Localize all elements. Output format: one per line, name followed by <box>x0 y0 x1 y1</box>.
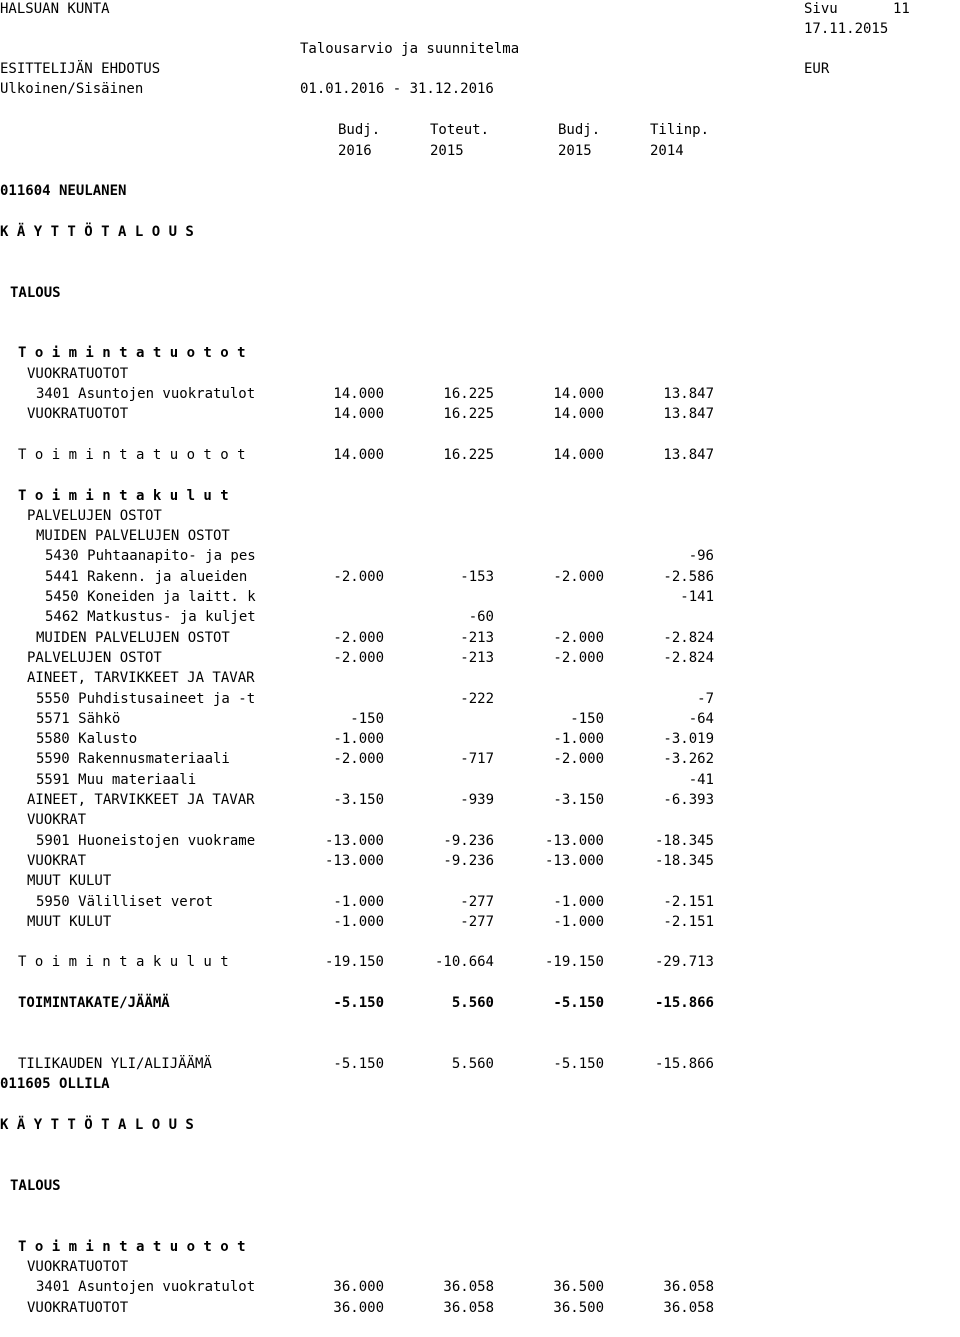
table-row-label: 5580 Kalusto <box>36 731 138 748</box>
period-range: 01.01.2016 - 31.12.2016 <box>300 81 494 97</box>
table-cell-value: -2.000 <box>333 751 384 768</box>
table-cell-value: -150 <box>570 710 604 727</box>
table-row-label: 3401 Asuntojen vuokratulot <box>36 386 256 402</box>
table-cell-value: 16.225 <box>443 406 494 423</box>
table-cell-value: 5.560 <box>451 1055 494 1072</box>
table-cell-value: -2.000 <box>553 751 604 768</box>
section-heading: K Ä Y T T Ö T A L O U S <box>0 1116 194 1133</box>
table-cell-value: 36.058 <box>443 1299 494 1316</box>
group-heading: PALVELUJEN OSTOT <box>27 507 162 524</box>
table-row-label: T o i m i n t a k u l u t <box>18 954 229 971</box>
table-cell-value: -150 <box>350 710 384 727</box>
table-cell-value: -5.150 <box>333 995 384 1011</box>
table-cell-value: 16.225 <box>443 386 494 402</box>
table-cell-value: -6.393 <box>663 792 714 808</box>
table-cell-value: 36.000 <box>333 1279 384 1296</box>
table-cell-value: -2.000 <box>553 629 604 646</box>
table-cell-value: -213 <box>460 649 494 666</box>
column-label: Budj. <box>338 122 381 138</box>
table-cell-value: -2.151 <box>663 893 714 910</box>
table-row-label: MUIDEN PALVELUJEN OSTOT <box>36 629 230 646</box>
table-cell-value: -213 <box>460 629 494 646</box>
table-cell-value: -2.586 <box>663 568 714 585</box>
subsection-heading: TALOUS <box>10 284 61 301</box>
table-row-label: 5591 Muu materiaali <box>36 771 197 788</box>
column-label: Budj. <box>558 122 601 138</box>
table-cell-value: 14.000 <box>333 386 384 402</box>
table-cell-value: 36.058 <box>443 1279 494 1296</box>
table-cell-value: -9.236 <box>443 832 494 849</box>
table-cell-value: -2.000 <box>553 568 604 585</box>
table-cell-value: -2.000 <box>553 649 604 666</box>
report-date: 17.11.2015 <box>804 21 889 37</box>
group-heading: MUIDEN PALVELUJEN OSTOT <box>36 528 230 545</box>
table-cell-value: -153 <box>460 568 494 585</box>
table-cell-value: 36.000 <box>333 1299 384 1316</box>
table-cell-value: -15.866 <box>654 995 714 1011</box>
table-row-label: PALVELUJEN OSTOT <box>27 649 162 666</box>
table-cell-value: -29.713 <box>654 954 714 971</box>
table-row-label: 5590 Rakennusmateriaali <box>36 751 230 768</box>
table-cell-value: 36.058 <box>663 1279 714 1296</box>
table-cell-value: -13.000 <box>324 852 384 869</box>
table-cell-value: -717 <box>460 751 494 768</box>
table-cell-value: 36.500 <box>553 1279 604 1296</box>
table-row-label: 5450 Koneiden ja laitt. k <box>45 589 256 605</box>
column-label: Tilinp. <box>650 122 710 138</box>
table-cell-value: 14.000 <box>333 446 384 463</box>
table-cell-value: 16.225 <box>443 446 494 463</box>
table-cell-value: -939 <box>460 792 494 808</box>
section-heading: K Ä Y T T Ö T A L O U S <box>0 223 194 240</box>
group-heading: T o i m i n t a k u l u t <box>18 487 229 504</box>
table-cell-value: -96 <box>688 548 714 565</box>
table-cell-value: -5.150 <box>553 995 604 1011</box>
table-row-label: AINEET, TARVIKKEET JA TAVAR <box>27 792 255 808</box>
subsection-heading: TALOUS <box>10 1177 61 1194</box>
table-row-label: T o i m i n t a t u o t o t <box>18 446 246 463</box>
table-cell-value: -9.236 <box>443 852 494 869</box>
table-row-label: 5550 Puhdistusaineet ja -t <box>36 690 256 707</box>
table-cell-value: -5.150 <box>333 1055 384 1072</box>
table-cell-value: 13.847 <box>663 386 714 402</box>
table-cell-value: -13.000 <box>544 852 604 869</box>
table-cell-value: 5.560 <box>451 995 494 1011</box>
table-row-label: 5441 Rakenn. ja alueiden <box>45 568 248 585</box>
table-cell-value: 36.500 <box>553 1299 604 1316</box>
currency-label: EUR <box>804 61 830 77</box>
table-cell-value: 14.000 <box>553 446 604 463</box>
column-year: 2016 <box>338 143 372 159</box>
table-cell-value: -222 <box>460 690 494 707</box>
table-row-label: VUOKRAT <box>27 852 87 869</box>
table-cell-value: -2.000 <box>333 568 384 585</box>
table-cell-value: -1.000 <box>553 913 604 930</box>
page-label: Sivu <box>804 1 838 17</box>
table-cell-value: -2.000 <box>333 649 384 666</box>
table-row-label: 3401 Asuntojen vuokratulot <box>36 1279 256 1296</box>
table-cell-value: -1.000 <box>553 731 604 748</box>
table-cell-value: -141 <box>680 589 714 605</box>
table-row-label: MUUT KULUT <box>27 913 112 930</box>
group-heading: MUUT KULUT <box>27 873 112 890</box>
table-row-label: 5430 Puhtaanapito- ja pes <box>45 548 256 565</box>
table-row-label: 5901 Huoneistojen vuokrame <box>36 832 256 849</box>
table-cell-value: -2.000 <box>333 629 384 646</box>
table-cell-value: 36.058 <box>663 1299 714 1316</box>
table-cell-value: -7 <box>697 690 714 707</box>
group-heading: AINEET, TARVIKKEET JA TAVAR <box>27 670 255 687</box>
table-cell-value: -60 <box>468 609 494 626</box>
scope-label: Ulkoinen/Sisäinen <box>0 81 144 97</box>
group-heading: VUOKRAT <box>27 812 87 829</box>
table-cell-value: -2.824 <box>663 629 714 646</box>
table-cell-value: -277 <box>460 913 494 930</box>
table-cell-value: -2.151 <box>663 913 714 930</box>
table-cell-value: -1.000 <box>333 913 384 930</box>
table-cell-value: -3.150 <box>333 792 384 808</box>
table-cell-value: 14.000 <box>553 406 604 423</box>
table-row-label: 5571 Sähkö <box>36 710 121 727</box>
table-cell-value: -41 <box>688 771 714 788</box>
table-row-label: 5950 Välilliset verot <box>36 893 214 910</box>
group-heading: T o i m i n t a t u o t o t <box>18 1238 246 1255</box>
table-row-label: TOIMINTAKATE/JÄÄMÄ <box>18 995 170 1011</box>
table-row-label: 5462 Matkustus- ja kuljet <box>45 609 256 626</box>
group-heading: VUOKRATUOTOT <box>27 365 129 382</box>
table-cell-value: -15.866 <box>654 1055 714 1072</box>
page-number: 11 <box>893 1 910 17</box>
table-cell-value: -277 <box>460 893 494 910</box>
column-year: 2014 <box>650 143 684 159</box>
cost-unit-title: 011604 NEULANEN <box>0 183 127 199</box>
table-cell-value: -3.019 <box>663 731 714 748</box>
table-cell-value: 13.847 <box>663 446 714 463</box>
table-cell-value: -64 <box>688 710 714 727</box>
document-title: Talousarvio ja suunnitelma <box>300 41 520 57</box>
column-label: Toteut. <box>430 122 490 138</box>
proposal-label: ESITTELIJÄN EHDOTUS <box>0 61 161 77</box>
group-heading: T o i m i n t a t u o t o t <box>18 345 246 362</box>
municipality-name: HALSUAN KUNTA <box>0 1 110 17</box>
table-cell-value: -3.262 <box>663 751 714 768</box>
table-cell-value: -1.000 <box>333 731 384 748</box>
table-cell-value: -2.824 <box>663 649 714 666</box>
table-cell-value: -13.000 <box>544 832 604 849</box>
table-cell-value: -18.345 <box>654 832 714 849</box>
table-cell-value: -10.664 <box>434 954 494 971</box>
table-cell-value: -1.000 <box>553 893 604 910</box>
table-cell-value: 14.000 <box>553 386 604 402</box>
table-cell-value: -19.150 <box>324 954 384 971</box>
table-row-label: VUOKRATUOTOT <box>27 1299 129 1316</box>
column-year: 2015 <box>558 143 592 159</box>
table-cell-value: -1.000 <box>333 893 384 910</box>
table-cell-value: -19.150 <box>544 954 604 971</box>
table-cell-value: 14.000 <box>333 406 384 423</box>
table-cell-value: -13.000 <box>324 832 384 849</box>
table-cell-value: 13.847 <box>663 406 714 423</box>
table-cell-value: -18.345 <box>654 852 714 869</box>
column-year: 2015 <box>430 143 464 159</box>
table-row-label: TILIKAUDEN YLI/ALIJÄÄMÄ <box>18 1055 212 1072</box>
table-cell-value: -3.150 <box>553 792 604 808</box>
table-cell-value: -5.150 <box>553 1055 604 1072</box>
group-heading: VUOKRATUOTOT <box>27 1258 129 1275</box>
table-row-label: VUOKRATUOTOT <box>27 406 129 423</box>
cost-unit-title: 011605 OLLILA <box>0 1076 110 1093</box>
